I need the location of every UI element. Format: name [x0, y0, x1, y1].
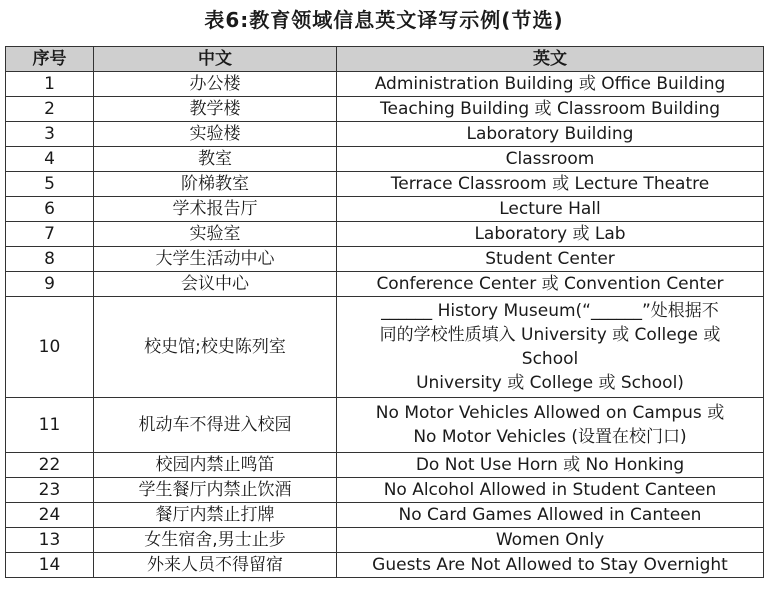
table-row: [6, 247, 764, 272]
english-line: Laboratory Building: [466, 124, 634, 144]
english-line: Classroom: [505, 149, 595, 169]
table-row: [6, 398, 764, 453]
table-body: [6, 72, 764, 578]
english-line: No Motor Vehicles (设置在校门口): [413, 427, 687, 447]
english-line: Conference Center 或 Convention Center: [376, 274, 724, 294]
english-line: Administration Building 或 Office Building: [374, 74, 726, 94]
header-chinese: 中文: [94, 47, 337, 72]
header-row: [6, 47, 764, 72]
table-row: [6, 72, 764, 97]
cell-chinese: 大学生活动中心: [94, 247, 337, 272]
cell-chinese: 教学楼: [94, 97, 337, 122]
cell-chinese: 教室: [94, 147, 337, 172]
cell-number: 5: [6, 172, 94, 197]
table-row: [6, 553, 764, 578]
table-row: [6, 297, 764, 398]
cell-number: 9: [6, 272, 94, 297]
cell-english: [337, 147, 764, 172]
table-row: [6, 172, 764, 197]
cell-chinese: 校园内禁止鸣笛: [94, 453, 337, 478]
table-row: [6, 478, 764, 503]
english-line: Guests Are Not Allowed to Stay Overnight: [372, 555, 728, 575]
cell-number: 24: [6, 503, 94, 528]
cell-number: 2: [6, 97, 94, 122]
header-english: 英文: [337, 47, 764, 72]
cell-number: 1: [6, 72, 94, 97]
header-number: 序号: [6, 47, 94, 72]
cell-english: [337, 122, 764, 147]
english-line: Student Center: [485, 249, 615, 269]
table-row: [6, 453, 764, 478]
cell-number: 3: [6, 122, 94, 147]
cell-number: 4: [6, 147, 94, 172]
table-row: [6, 272, 764, 297]
cell-chinese: 女生宿舍,男士止步: [94, 528, 337, 553]
cell-number: 14: [6, 553, 94, 578]
cell-number: 8: [6, 247, 94, 272]
cell-chinese: 阶梯教室: [94, 172, 337, 197]
cell-number: 22: [6, 453, 94, 478]
cell-chinese: 外来人员不得留宿: [94, 553, 337, 578]
table-row: [6, 122, 764, 147]
cell-english: [337, 172, 764, 197]
english-line: No Motor Vehicles Allowed on Campus 或: [375, 403, 725, 423]
table-row: [6, 503, 764, 528]
cell-chinese: 学生餐厅内禁止饮酒: [94, 478, 337, 503]
cell-chinese: 餐厅内禁止打牌: [94, 503, 337, 528]
english-line: Teaching Building 或 Classroom Building: [379, 99, 721, 119]
cell-chinese: 学术报告厅: [94, 197, 337, 222]
english-line: University 或 College 或 School): [416, 373, 684, 393]
cell-english: [337, 72, 764, 97]
cell-english: [337, 97, 764, 122]
cell-english: [337, 478, 764, 503]
english-line: Do Not Use Horn 或 No Honking: [415, 455, 685, 475]
english-line: Terrace Classroom 或 Lecture Theatre: [390, 174, 710, 194]
english-line: Laboratory 或 Lab: [474, 224, 626, 244]
table-row: [6, 528, 764, 553]
cell-english: [337, 272, 764, 297]
cell-english: [337, 297, 764, 398]
cell-chinese: 实验室: [94, 222, 337, 247]
table-title: 表6:教育领域信息英文译写示例(节选): [204, 8, 564, 32]
cell-chinese: 校史馆;校史陈列室: [94, 297, 337, 398]
table-row: [6, 147, 764, 172]
table-row: [6, 222, 764, 247]
cell-chinese: 机动车不得进入校园: [94, 398, 337, 453]
cell-english: [337, 503, 764, 528]
english-line: No Card Games Allowed in Canteen: [398, 505, 702, 525]
cell-english: [337, 398, 764, 453]
cell-english: [337, 453, 764, 478]
english-line: ______ History Museum(“______”处根据不: [381, 301, 719, 321]
cell-number: 6: [6, 197, 94, 222]
cell-chinese: 办公楼: [94, 72, 337, 97]
cell-number: 13: [6, 528, 94, 553]
english-line: School: [521, 349, 579, 369]
cell-number: 7: [6, 222, 94, 247]
english-line: 同的学校性质填入 University 或 College 或: [379, 325, 721, 345]
cell-english: [337, 528, 764, 553]
cell-number: 11: [6, 398, 94, 453]
translation-table: [5, 46, 764, 578]
table-row: [6, 97, 764, 122]
cell-chinese: 实验楼: [94, 122, 337, 147]
cell-chinese: 会议中心: [94, 272, 337, 297]
cell-number: 10: [6, 297, 94, 398]
english-line: Lecture Hall: [499, 199, 601, 219]
cell-number: 23: [6, 478, 94, 503]
cell-english: [337, 222, 764, 247]
cell-english: [337, 553, 764, 578]
table-row: [6, 197, 764, 222]
cell-english: [337, 247, 764, 272]
english-line: Women Only: [495, 530, 605, 550]
cell-english: [337, 197, 764, 222]
english-line: No Alcohol Allowed in Student Canteen: [383, 480, 717, 500]
